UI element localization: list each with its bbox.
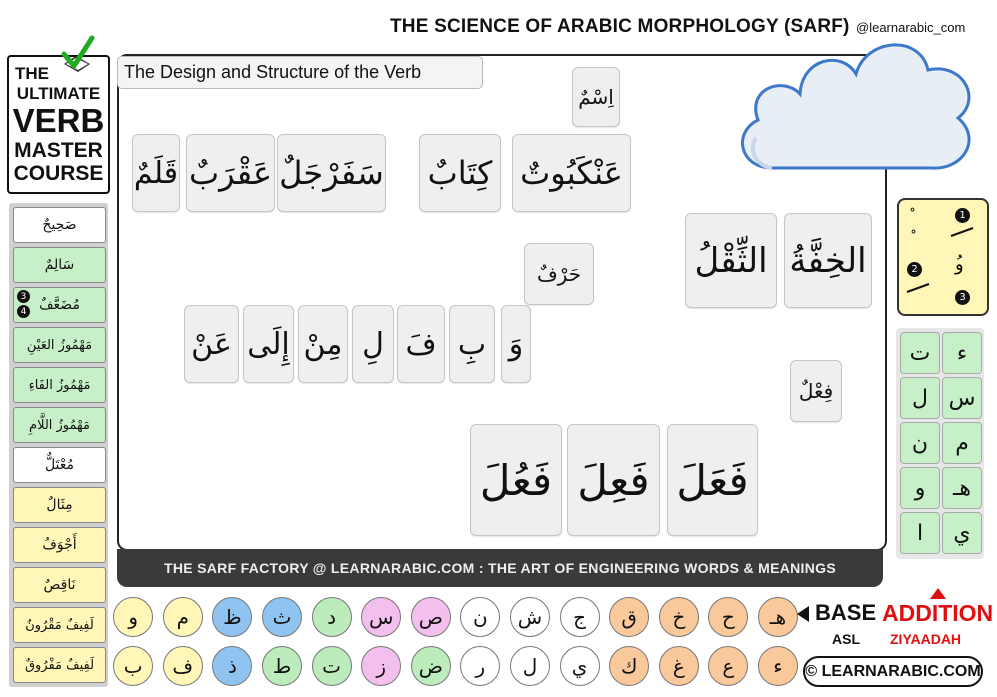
harf-label[interactable]: حَرْفٌ	[524, 243, 594, 305]
root-letter[interactable]: ن	[900, 422, 940, 464]
sidebar-item-label: مَهْمُوزُ اللَّامِ	[29, 417, 90, 433]
particle-card[interactable]: فَ	[397, 305, 445, 383]
alphabet-letter[interactable]: ر	[460, 646, 500, 686]
particle-card[interactable]: بِ	[449, 305, 495, 383]
sidebar-item-lafif-mafruq[interactable]	[13, 647, 106, 683]
sidebar-item-label: صَحِيحٌ	[42, 217, 77, 233]
particle-card[interactable]: مِنْ	[298, 305, 348, 383]
alphabet-letter[interactable]: ذ	[212, 646, 252, 686]
logo-line: THE	[15, 64, 49, 83]
footer-banner: THE SARF FACTORY @ LEARNARABIC.COM : THE ART OF ENGINEERING WORDS & MEANINGS	[117, 549, 883, 587]
alphabet-letter[interactable]: ع	[708, 646, 748, 686]
sidebar-item-label: مِثَالٌ	[46, 497, 73, 513]
ziyaadah-label: ZIYAADAH	[890, 631, 962, 647]
root-letter[interactable]: و	[900, 467, 940, 509]
arrow-left-icon	[797, 606, 809, 622]
root-letter[interactable]: س	[942, 377, 982, 419]
number-badge: 1	[955, 208, 970, 223]
sidebar-item-label: أَجْوَفُ	[42, 537, 77, 553]
alphabet-letter[interactable]: ج	[560, 597, 600, 637]
logo-line: ULTIMATE	[16, 84, 101, 103]
checkmark-icon	[58, 34, 98, 80]
fatha-icon	[947, 224, 977, 240]
alphabet-letter[interactable]: د	[312, 597, 352, 637]
noun-card[interactable]: كِتَابٌ	[419, 134, 501, 212]
alphabet-letter[interactable]: ظ	[212, 597, 252, 637]
addition-label: ADDITION	[882, 600, 994, 626]
root-letter[interactable]: ي	[942, 512, 982, 554]
particle-card[interactable]: عَنْ	[184, 305, 239, 383]
sidebar-item-mahmuz-ayn[interactable]	[13, 327, 106, 363]
alphabet-letter[interactable]: ز	[361, 646, 401, 686]
sidebar-item-mudaaf[interactable]	[13, 287, 106, 323]
alphabet-letter[interactable]: ن	[460, 597, 500, 637]
arrow-up-icon	[930, 588, 946, 599]
page-title: THE SCIENCE OF ARABIC MORPHOLOGY (SARF)	[390, 16, 850, 37]
alphabet-letter[interactable]: خ	[659, 597, 699, 637]
verb-card[interactable]: فَعَلَ	[667, 424, 758, 536]
alphabet-letter[interactable]: ط	[262, 646, 302, 686]
alphabet-letter[interactable]: و	[113, 597, 153, 637]
ism-label[interactable]: اِسْمٌ	[572, 67, 620, 127]
particle-card[interactable]: لِ	[352, 305, 394, 383]
verb-card[interactable]: فَعُلَ	[470, 424, 562, 536]
alphabet-letter[interactable]: ب	[113, 646, 153, 686]
alphabet-letter[interactable]: ي	[560, 646, 600, 686]
sidebar-item-mahmuz-lam[interactable]	[13, 407, 106, 443]
alphabet-letter[interactable]: غ	[659, 646, 699, 686]
asl-label: ASL	[832, 631, 860, 647]
particle-card[interactable]: إِلَى	[243, 305, 294, 383]
base-label: BASE	[815, 600, 877, 625]
number-badge: 4	[17, 305, 30, 318]
root-letter[interactable]: ا	[900, 512, 940, 554]
heavy-card[interactable]: الثِّقْلُ	[685, 213, 777, 308]
social-handle: @learnarabic_com	[856, 20, 966, 35]
alphabet-letter[interactable]: ت	[312, 646, 352, 686]
sidebar-item-label: مَهْمُوزُ الفَاءِ	[28, 377, 91, 393]
sidebar-item-label: مَهْمُوزُ العَيْنِ	[26, 337, 93, 353]
alphabet-letter[interactable]: ح	[708, 597, 748, 637]
sidebar-item-mutall[interactable]	[13, 447, 106, 483]
sidebar-item-sahih[interactable]	[13, 207, 106, 243]
alphabet-letter[interactable]: ق	[609, 597, 649, 637]
cloud-icon	[732, 28, 982, 188]
sidebar-item-ajwaf[interactable]	[13, 527, 106, 563]
root-letter[interactable]: م	[942, 422, 982, 464]
root-letter[interactable]: ت	[900, 332, 940, 374]
sidebar-item-label: مُضَعَّفٌ	[39, 297, 80, 313]
sidebar-item-label: نَاقِصٌ	[43, 577, 76, 593]
number-badge: 3	[17, 290, 30, 303]
root-letter[interactable]: ء	[942, 332, 982, 374]
noun-card[interactable]: عَقْرَبٌ	[186, 134, 275, 212]
sidebar-item-label: مُعْتَلٌّ	[44, 457, 75, 473]
alphabet-letter[interactable]: ش	[510, 597, 550, 637]
sidebar-item-naqis[interactable]	[13, 567, 106, 603]
noun-card[interactable]: سَفَرْجَلٌ	[277, 134, 386, 212]
logo-line: COURSE	[13, 162, 104, 185]
root-letter[interactable]: ل	[900, 377, 940, 419]
verb-card[interactable]: فَعِلَ	[567, 424, 660, 536]
alphabet-letter[interactable]: ف	[163, 646, 203, 686]
root-letter-grid	[896, 328, 984, 559]
sidebar-item-mithal[interactable]	[13, 487, 106, 523]
logo-line: MASTER	[14, 139, 103, 162]
alphabet-letter[interactable]: ء	[758, 646, 798, 686]
alphabet-letter[interactable]: س	[361, 597, 401, 637]
sidebar-item-label: لَفِيفٌ مَقْرُونٌ	[25, 617, 94, 633]
sidebar-item-label: سَالِمٌ	[44, 257, 75, 273]
haraka-legend	[897, 198, 989, 316]
sidebar-item-lafif-maqrun[interactable]	[13, 607, 106, 643]
alphabet-letter[interactable]: ص	[411, 597, 451, 637]
noun-card[interactable]: عَنْكَبُوتٌ	[512, 134, 631, 212]
copyright-label: © LEARNARABIC.COM	[803, 656, 983, 687]
light-card[interactable]: الخِفَّةُ	[784, 213, 872, 308]
sidebar-item-label: لَفِيفٌ مَفْرُوقٌ	[24, 657, 95, 673]
alphabet-letter[interactable]: ض	[411, 646, 451, 686]
number-badge: 2	[907, 262, 922, 277]
alphabet-letter[interactable]: ث	[262, 597, 302, 637]
kasra-icon	[903, 280, 933, 296]
alphabet-letter[interactable]: م	[163, 597, 203, 637]
particle-card[interactable]: وَ	[501, 305, 531, 383]
alphabet-letter[interactable]: ل	[510, 646, 550, 686]
noun-card[interactable]: قَلَمٌ	[132, 134, 180, 212]
number-badge: 3	[955, 290, 970, 305]
verb-type-sidebar	[9, 203, 108, 687]
fil-label[interactable]: فِعْلٌ	[790, 360, 842, 422]
alphabet-letter[interactable]: هـ	[758, 597, 798, 637]
logo-line: VERB	[12, 102, 105, 139]
damma-mark: ُو	[955, 254, 964, 275]
sidebar-item-mahmuz-fa[interactable]	[13, 367, 106, 403]
section-subtitle: The Design and Structure of the Verb	[117, 56, 483, 89]
root-letter[interactable]: هـ	[942, 467, 982, 509]
alphabet-letter[interactable]: ك	[609, 646, 649, 686]
sidebar-item-salim[interactable]	[13, 247, 106, 283]
